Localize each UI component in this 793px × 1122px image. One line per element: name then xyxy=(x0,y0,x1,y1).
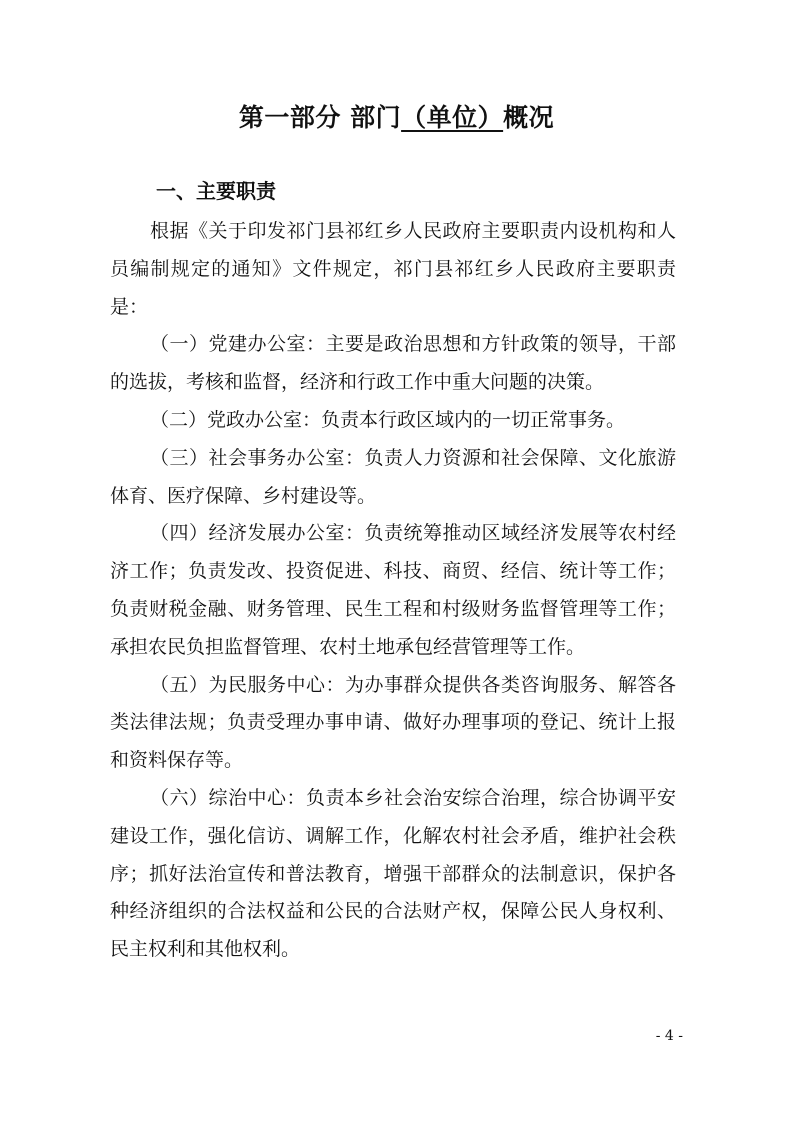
page-title xyxy=(0,100,793,136)
page-number: - 4 - xyxy=(655,1028,683,1044)
paragraph-item-6: （六）综治中心：负责本乡社会治安综合治理，综合协调平安建设工作，强化信访、调解工作，化解农村社会矛盾，维护社会秩序；抓好法治宣传和普法教育，增强干部群众的法制意识，保护各种经济组织的合法权益和公民的合法财产权，保障公民人身权利、民主权利和其他权利。 xyxy=(110,786,676,961)
paragraph-intro: 根据《关于印发祁门县祁红乡人民政府主要职责内设机构和人员编制规定的通知》文件规定，祁门县祁红乡人民政府主要职责是： xyxy=(110,220,676,318)
paragraph-item-5: （五）为民服务中心：为办事群众提供各类咨询服务、解答各类法律法规；负责受理办事申请、做好办理事项的登记、统计上报和资料保存等。 xyxy=(110,673,676,772)
page-title-prefix: 第一部分 部门 xyxy=(238,103,402,132)
document-body xyxy=(110,213,676,969)
paragraph-item-4: （四）经济发展办公室：负责统筹推动区域经济发展等农村经济工作；负责发改、投资促进、科技、商贸、经信、统计等工作；负责财税金融、财务管理、民生工程和村级财务监督管理等工作；承担农民负担监督管理、农村土地承包经营管理等工作。 xyxy=(110,522,676,658)
page-title-suffix: 概况 xyxy=(503,103,555,132)
paragraph-item-2: （二）党政办公室：负责本行政区域内的一切正常事务。 xyxy=(150,408,626,431)
page-title-underlined: （单位） xyxy=(401,103,504,132)
paragraph-item-3: （三）社会事务办公室：负责人力资源和社会保障、文化旅游体育、医疗保障、乡村建设等。 xyxy=(110,446,676,507)
section-heading: 一、主要职责 xyxy=(156,179,276,203)
paragraph-item-1: （一）党建办公室：主要是政治思想和方针政策的领导，干部的选拔，考核和监督，经济和行政工作中重大问题的决策。 xyxy=(110,333,676,394)
